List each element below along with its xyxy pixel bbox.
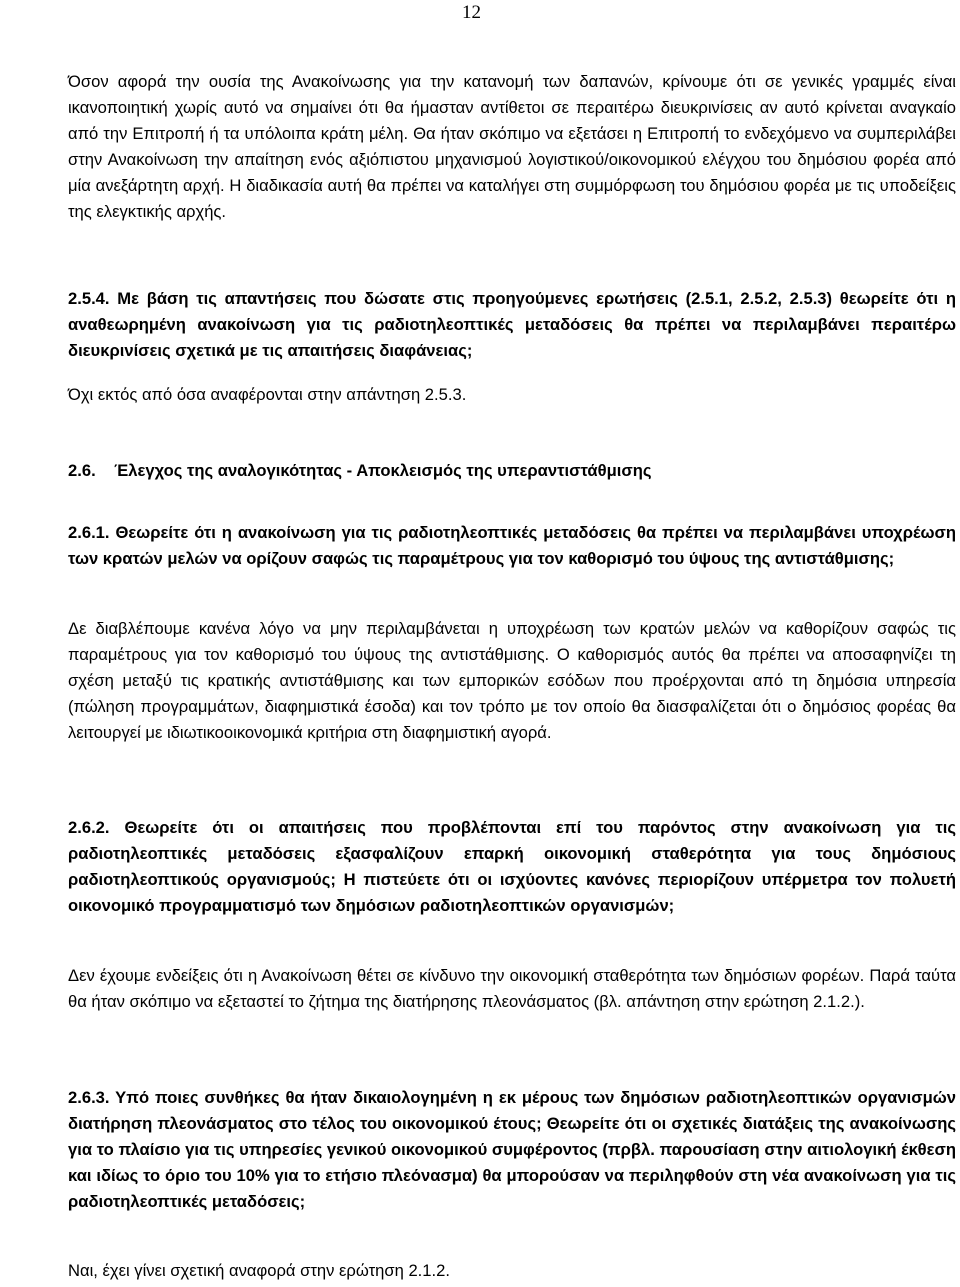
answer-2-6-3: Ναι, έχει γίνει σχετική αναφορά στην ερώτηση 2.1.2.	[68, 1261, 450, 1280]
answer-2-6-1: Δε διαβλέπουμε κανένα λόγο να μην περιλαμβάνεται η υποχρέωση των κρατών μελών να καθορίζουν σαφώς τις παραμέτρους για τον καθορισμό του ύψους της αντιστάθμισης. Ο καθορισμός αυτός θα πρέπει να αποσαφηνίζει τη σχέση μεταξύ τις κρατικής αντιστάθμισης και των εμπορικών εσόδων που προέρχονται από τη δημόσια υπηρεσία (πώληση προγραμμάτων, διαφημιστικά έσοδα) και τον τρόπο με τον οποίο θα διασφαλίζεται ότι ο δημόσιος φορέας θα λειτουργεί με ιδιωτικοοικονομικά κριτήρια στη διαφημιστική αγορά.	[68, 619, 956, 743]
question-number: 2.6.1.	[68, 523, 110, 542]
question-number: 2.6.2.	[68, 818, 110, 837]
question-text: Θεωρείτε ότι οι απαιτήσεις που προβλέπονται επί του παρόντος στην ανακοίνωση για τις ραδιοτηλεοπτικές μεταδόσεις εξασφαλίζουν επαρκή οικονομική σταθερότητα για τους δημόσιους ραδιοτηλεοπτικούς οργανισμούς; Η πιστεύετε ότι οι ισχύοντες κανόνες περιορίζουν υπέρμετρα τον πολυετή οικονομικό προγραμματισμό των δημόσιων ραδιοτηλεοπτικών οργανισμών;	[68, 818, 956, 916]
question-number: 2.6.3.	[68, 1088, 110, 1107]
question-2-6-2	[68, 815, 956, 919]
question-2-6-1	[68, 520, 956, 572]
question-number: 2.5.4.	[68, 289, 110, 308]
page-number: 12	[462, 2, 481, 23]
question-text: Θεωρείτε ότι η ανακοίνωση για τις ραδιοτηλεοπτικές μεταδόσεις θα πρέπει να περιλαμβάνει υποχρέωση των κρατών μελών να ορίζουν σαφώς τις παραμέτρους για τον καθορισμό του ύψους της αντιστάθμισης;	[68, 523, 956, 569]
question-2-5-4	[68, 286, 956, 364]
intro-paragraph: Όσον αφορά την ουσία της Ανακοίνωσης για την κατανομή των δαπανών, κρίνουμε ότι σε γενικές γραμμές είναι ικανοποιητική χωρίς αυτό να σημαίνει ότι θα ήμασταν αντίθετοι σε περαιτέρω διευκρινίσεις αν αυτό κρίνεται αναγκαίο από την Επιτροπή ή τα υπόλοιπα κράτη μέλη. Θα ήταν σκόπιμο να εξετάσει η Επιτροπή το ενδεχόμενο να συμπεριλάβει στην Ανακοίνωση την απαίτηση ενός αξιόπιστου μηχανισμού λογιστικού/οικονομικού ελέγχου του δημόσιου φορέα από μία ανεξάρτητη αρχή. Η διαδικασία αυτή θα πρέπει να καταλήγει στη συμμόρφωση του δημόσιου φορέα με τις υποδείξεις της ελεγκτικής αρχής.	[68, 72, 956, 222]
heading-2-6	[68, 458, 956, 484]
answer-2-6-2: Δεν έχουμε ενδείξεις ότι η Ανακοίνωση θέτει σε κίνδυνο την οικονομική σταθερότητα των δημόσιων φορέων. Παρά ταύτα θα ήταν σκόπιμο να εξεταστεί το ζήτημα της διατήρησης πλεονάσματος (βλ. απάντηση στην ερώτηση 2.1.2.).	[68, 966, 956, 1012]
answer-2-5-4: Όχι εκτός από όσα αναφέρονται στην απάντηση 2.5.3.	[68, 385, 467, 404]
question-2-6-3	[68, 1085, 956, 1215]
heading-text: Έλεγχος της αναλογικότητας - Αποκλεισμός της υπεραντιστάθμισης	[114, 461, 652, 480]
heading-number: 2.6.	[68, 461, 96, 480]
question-text: Υπό ποιες συνθήκες θα ήταν δικαιολογημένη η εκ μέρους των δημόσιων ραδιοτηλεοπτικών οργανισμών διατήρηση πλεονάσματος στο τέλος του οικονομικού έτους; Θεωρείτε ότι οι σχετικές διατάξεις της ανακοίνωσης για το πλαίσιο για τις υπηρεσίες γενικού οικονομικού συμφέροντος (πρβλ. παρουσίαση στην αιτιολογική έκθεση και ιδίως το όριο του 10% για το ετήσιο πλεόνασμα) θα μπορούσαν να περιληφθούν στη νέα ανακοίνωση για τις ραδιοτηλεοπτικές μεταδόσεις;	[68, 1088, 957, 1212]
question-text: Με βάση τις απαντήσεις που δώσατε στις προηγούμενες ερωτήσεις (2.5.1, 2.5.2, 2.5.3) θεωρείτε ότι η αναθεωρημένη ανακοίνωση για τις ραδιοτηλεοπτικές μεταδόσεις θα πρέπει να περιλαμβάνει περαιτέρω διευκρινίσεις σχετικά με τις απαιτήσεις διαφάνειας;	[68, 289, 956, 361]
